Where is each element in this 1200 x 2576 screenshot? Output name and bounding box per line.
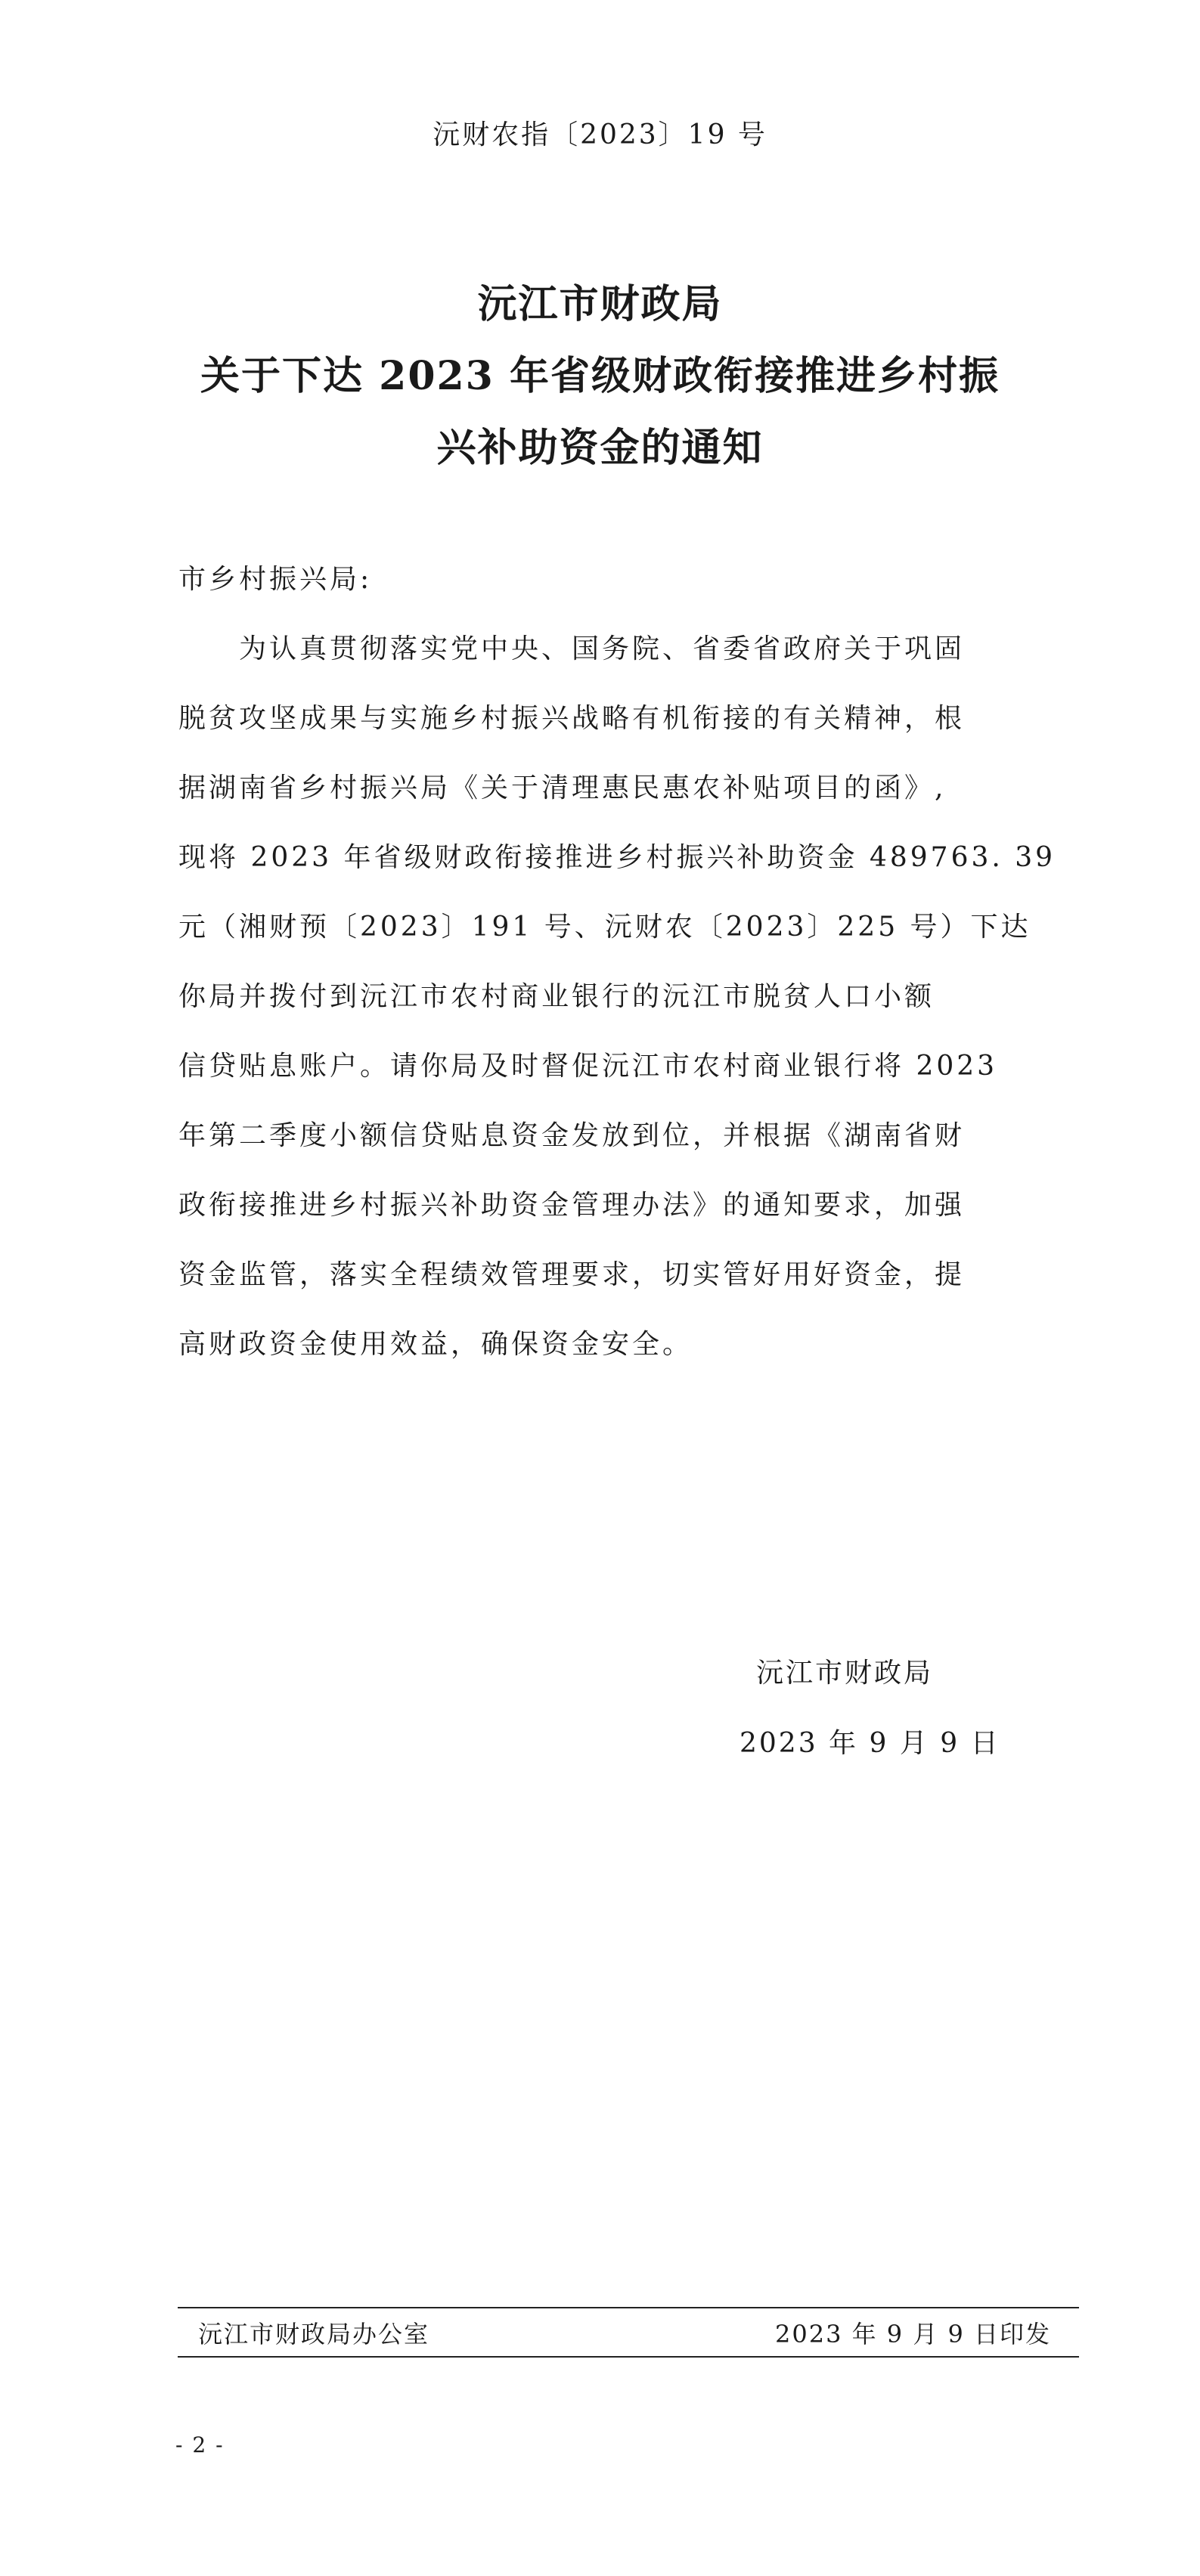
body-line: 信贷贴息账户。请你局及时督促沅江市农村商业银行将 2023 [178,1051,998,1082]
footer-date: 2023 年 9 月 9 日印发 [775,2320,1052,2348]
footer-rule-top [178,2307,1079,2308]
body-line: 政衔接推进乡村振兴补助资金管理办法》的通知要求，加强 [178,1190,966,1221]
title-line-3: 兴补助资金的通知 [436,425,764,471]
body-line: 你局并拨付到沅江市农村商业银行的沅江市脱贫人口小额 [178,981,935,1012]
title-line-1: 沅江市财政局 [477,281,723,327]
body-line: 资金监管，落实全程绩效管理要求，切实管好用好资金，提 [178,1259,966,1290]
title-line-2: 关于下达 2023 年省级财政衔接推进乡村振 [200,353,1000,399]
body-line: 为认真贯彻落实党中央、国务院、省委省政府关于巩固 [239,633,966,664]
signature-date: 2023 年 9 月 9 日 [740,1728,1000,1759]
page-number: - 2 - [175,2432,225,2457]
body-line: 脱贫攻坚成果与实施乡村振兴战略有机衔接的有关精神，根 [178,703,966,734]
body-line: 现将 2023 年省级财政衔接推进乡村振兴补助资金 489763. 39 [178,842,1056,873]
body-line: 据湖南省乡村振兴局《关于清理惠民惠农补贴项目的函》, [178,772,947,803]
body-line: 元（湘财预〔2023〕191 号、沅财农〔2023〕225 号）下达 [178,912,1031,943]
body-line: 年第二季度小额信贷贴息资金发放到位，并根据《湖南省财 [178,1120,966,1151]
document-number: 沅财农指〔2023〕19 号 [433,119,767,150]
footer-rule-bottom [178,2356,1079,2358]
signature-org: 沅江市财政局 [756,1658,934,1689]
body-line: 高财政资金使用效益，确保资金安全。 [178,1329,693,1360]
salutation: 市乡村振兴局: [178,564,373,595]
footer-org: 沅江市财政局办公室 [198,2320,430,2348]
